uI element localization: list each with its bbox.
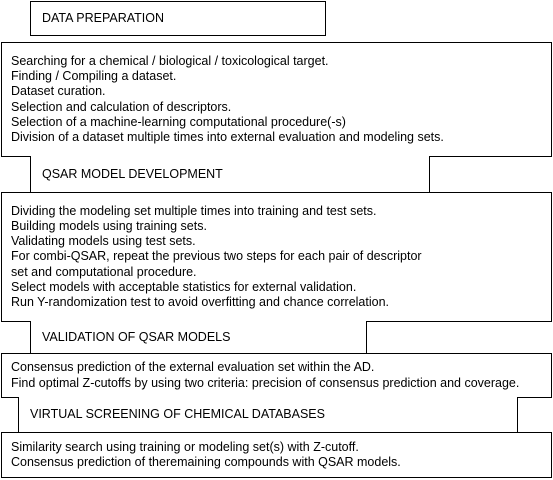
qsar-model-development-step: For combi-QSAR, repeat the previous two steps for each pair of descriptor set and computational procedure. [11,249,422,279]
validation-of-qsar-models-heading [30,321,367,354]
virtual-screening-box [1,432,552,478]
data-preparation-box [1,42,552,157]
data-preparation-step: Selection of a machine-learning computational procedure(-s) [11,114,346,129]
validation-of-qsar-models-box [1,353,552,398]
data-preparation-title: DATA PREPARATION [42,11,165,25]
data-preparation-step: Finding / Compiling a dataset. [11,69,177,84]
qsar-model-development-step: Building models using training sets. [11,218,207,233]
validation-of-qsar-models-step: Find optimal Z-cutoffs by using two criteria: precision of consensus prediction and coverage. [11,375,520,390]
data-preparation-heading [30,1,326,36]
virtual-screening-heading [18,397,518,433]
qsar-model-development-step: Validating models using test sets. [11,234,196,249]
qsar-model-development-box [1,192,552,322]
qsar-model-development-step: Select models with acceptable statistics for external validation. [11,279,357,294]
data-preparation-step: Selection and calculation of descriptors. [11,99,232,114]
data-preparation-step: Division of a dataset multiple times into external evaluation and modeling sets. [11,129,444,144]
qsar-model-development-title: QSAR MODEL DEVELOPMENT [42,166,223,181]
qsar-model-development-step: Run Y-randomization test to avoid overfitting and chance correlation. [11,295,390,309]
qsar-model-development-step: Dividing the modeling set multiple times into training and test sets. [11,203,377,218]
qsar-model-development-heading [30,156,430,193]
virtual-screening-step: Consensus prediction of theremaining compounds with QSAR models. [11,455,401,469]
data-preparation-step: Searching for a chemical / biological / toxicological target. [11,53,329,68]
validation-of-qsar-models-title: VALIDATION OF QSAR MODELS [42,329,231,344]
data-preparation-step: Dataset curation. [11,84,106,99]
validation-of-qsar-models-step: Consensus prediction of the external evaluation set within the AD. [11,360,375,375]
virtual-screening-title: VIRTUAL SCREENING OF CHEMICAL DATABASES [30,407,325,421]
virtual-screening-step: Similarity search using training or modeling set(s) with Z-cutoff. [11,439,359,454]
